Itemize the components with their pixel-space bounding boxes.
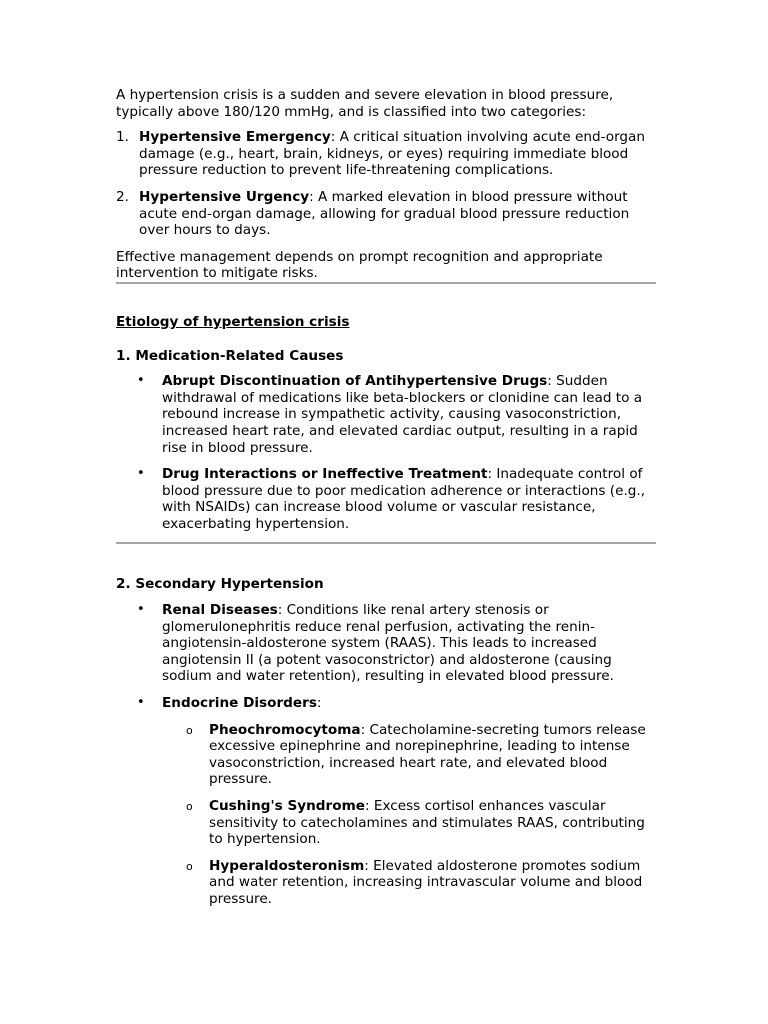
etiology-heading: Etiology of hypertension crisis — [116, 313, 350, 330]
list-item — [116, 466, 656, 532]
list-number: 2. — [116, 188, 129, 205]
section-heading-medication: 1. Medication-Related Causes — [116, 347, 344, 364]
list-item — [116, 129, 656, 179]
circle-bullet-icon: o — [186, 800, 193, 813]
list-item — [116, 858, 656, 908]
list-item — [116, 189, 656, 239]
bullet-icon: • — [137, 695, 145, 711]
category-text: : A critical situation involving acute end-organ damage (e.g., heart, brain, kidneys, or eyes) requiring immediate blood pressure reduction to prevent life-threatening complications. — [139, 129, 646, 179]
item-term: Abrupt Discontinuation of Antihypertensive Drugs — [162, 373, 548, 390]
item-text: : Sudden withdrawal of medications like beta-blockers or clonidine can lead to a rebound increase in sympathetic activity, causing vasoconstriction, increased heart rate, and elevated cardiac output, resulting in a rapid rise in blood pressure. — [162, 373, 643, 456]
list-item — [116, 373, 656, 456]
secondary-causes-list — [116, 602, 656, 908]
bullet-icon: • — [137, 466, 145, 482]
endocrine-disorders-list — [116, 722, 656, 908]
list-item — [116, 602, 656, 685]
item-term: Endocrine Disorders — [162, 695, 317, 712]
document-page — [116, 87, 656, 918]
category-term: Hypertensive Emergency — [139, 129, 331, 146]
horizontal-divider — [116, 282, 656, 284]
item-text: : Inadequate control of blood pressure due to poor medication adherence or interactions (e.g., with NSAIDs) can increase blood volume or vascular resistance, exacerbating hypertension. — [162, 466, 646, 532]
category-text: : A marked elevation in blood pressure without acute end-organ damage, allowing for gradual blood pressure reduction over hours to days. — [139, 188, 630, 239]
list-item — [116, 798, 656, 848]
item-term: Cushing's Syndrome — [209, 798, 365, 814]
intro-paragraph: A hypertension crisis is a sudden and severe elevation in blood pressure, typically above 180/120 mmHg, and is classified into two categories: — [116, 87, 614, 120]
circle-bullet-icon: o — [186, 723, 193, 737]
category-term: Hypertensive Urgency — [139, 188, 310, 205]
section-heading-secondary: 2. Secondary Hypertension — [116, 576, 324, 593]
item-term: Renal Diseases — [162, 602, 278, 619]
item-term: Pheochromocytoma — [209, 721, 361, 738]
item-term: Hyperaldosteronism — [209, 857, 365, 874]
endocrine-sublist-wrap — [116, 722, 656, 908]
crisis-categories-list — [116, 129, 656, 239]
medication-causes-list — [116, 373, 656, 532]
item-term: Drug Interactions or Ineffective Treatment — [162, 466, 488, 483]
horizontal-divider — [116, 542, 656, 544]
item-text: : — [316, 695, 322, 712]
item-text: : Elevated aldosterone promotes sodium and water retention, increasing intravascular volume and blood pressure. — [209, 857, 643, 907]
circle-bullet-icon: o — [186, 859, 193, 873]
item-text: : Conditions like renal artery stenosis or glomerulonephritis reduce renal perfusion, activating the renin-angiotensin-aldosterone system (RAAS). This leads to increased angiotensin II (a potent vasoconstrictor) and aldosterone (causing sodium and water retention), resulting in elevated blood pressure. — [162, 602, 614, 685]
item-text: : Excess cortisol enhances vascular sensitivity to catecholamines and stimulates RAAS, contributing to hypertension. — [209, 798, 645, 848]
closing-paragraph: Effective management depends on prompt recognition and appropriate intervention to mitigate risks. — [116, 248, 603, 282]
list-number: 1. — [116, 129, 129, 146]
list-item — [116, 695, 656, 908]
list-item — [116, 722, 656, 788]
bullet-icon: • — [137, 602, 145, 618]
item-text: : Catecholamine-secreting tumors release excessive epinephrine and norepinephrine, leading to intense vasoconstriction, increased heart rate, and elevated blood pressure. — [209, 721, 646, 788]
bullet-icon: • — [137, 373, 145, 389]
